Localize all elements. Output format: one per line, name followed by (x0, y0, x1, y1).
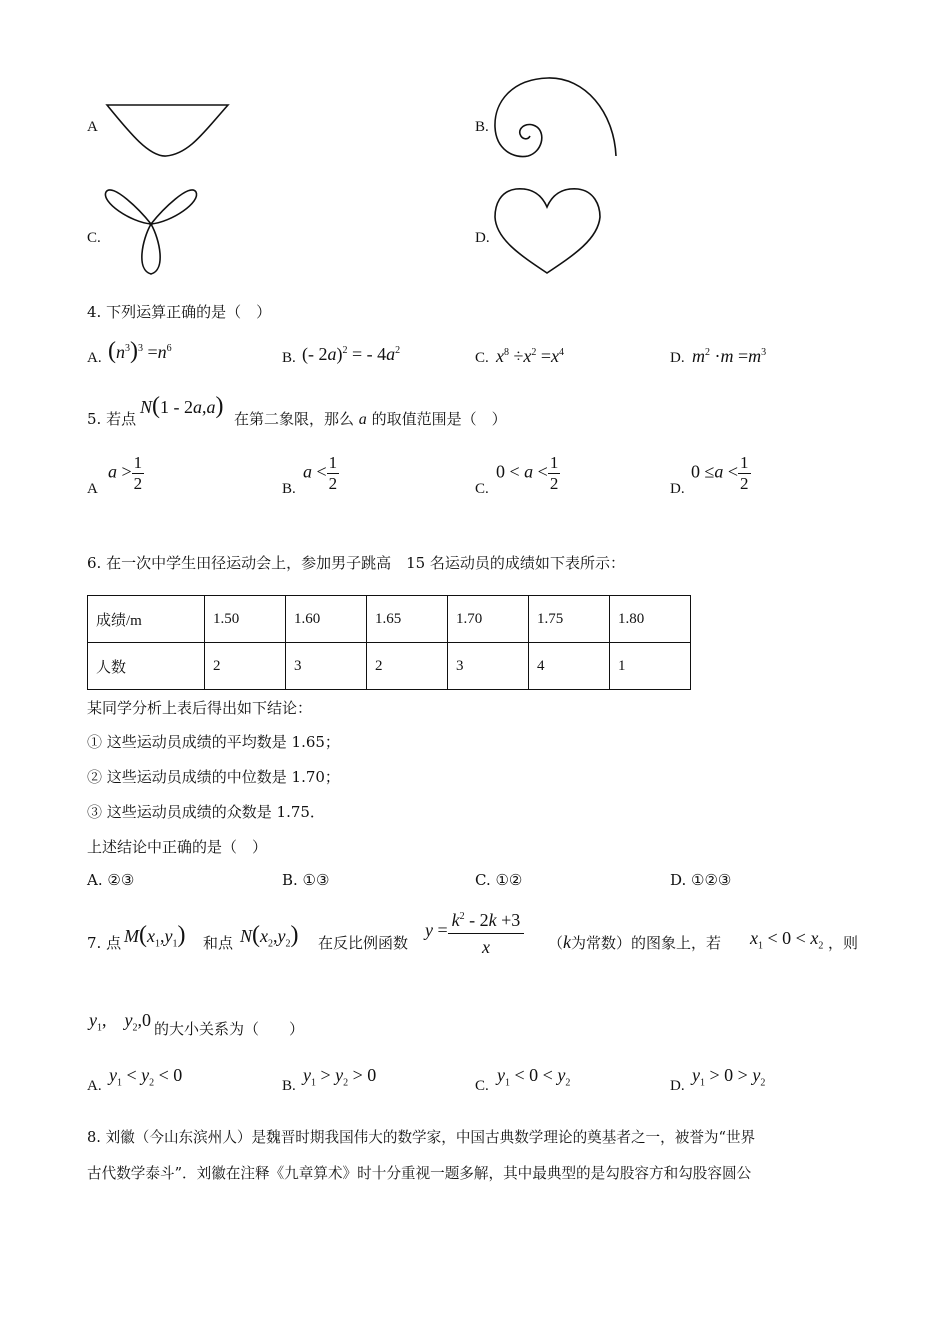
q7-option-b-expr: $y_1 > y_2 > 0$ (303, 1065, 377, 1089)
q6-question: 上述结论中正确的是（ ） (87, 838, 268, 856)
q5-option-a-label: A (87, 481, 98, 497)
table-cell: 1.60 (286, 596, 367, 643)
q6-intro: 某同学分析上表后得出如下结论： (87, 699, 313, 717)
q4-option-d-label: D. (670, 350, 685, 366)
q7-and-text: 和点 (203, 934, 234, 952)
table-cell: 1.75 (529, 596, 610, 643)
q5-option-a-expr: a > $\frac{1}{2}$ (108, 453, 143, 493)
table-cell: 3 (448, 643, 529, 690)
q7-on-text: 在反比例函数 (318, 934, 409, 952)
q4-option-d-expr: $m^2 \cdot m =m^3$ (692, 346, 767, 366)
q7-option-c-label: C. (475, 1078, 489, 1094)
q7-option-d-expr: $y_1 > 0 > y_2$ (692, 1065, 766, 1089)
q4-option-a-label: A. (87, 350, 102, 366)
q7-point-m: $M(x_1,y_1)$ (124, 922, 186, 950)
option-label-c: C. (87, 230, 101, 246)
q5-option-b-label: B. (282, 481, 296, 497)
q7-option-d-label: D. (670, 1078, 685, 1094)
q7-option-a-label: A. (87, 1078, 102, 1094)
q7-variables: $y_1$, $y_2,0$ (89, 1010, 151, 1034)
q7-k-note: （k为常数）的图象上，若 (548, 932, 722, 952)
q5-option-c-label: C. (475, 481, 489, 497)
q5-option-d-expr: 0 ≤a < $\frac{1}{2}$ (691, 453, 749, 493)
q6-conclusion-3: ③ 这些运动员成绩的众数是 1.75． (87, 803, 325, 821)
question-8-line-1: 8. 刘徽（今山东滨州人）是魏晋时期我国伟大的数学家，中国古典数学理论的奠基者之一，被誉为“世界 (87, 1129, 756, 1146)
q7-then-text: ，则 (828, 934, 859, 952)
table-cell: 3 (286, 643, 367, 690)
table-cell: 2 (205, 643, 286, 690)
q6-option-c: C. ①② (475, 871, 523, 889)
table-cell: 1.80 (610, 596, 691, 643)
q7-option-c-expr: $y_1 < 0 < y_2$ (497, 1065, 571, 1089)
q7-function: y = $\frac{k^2 - 2k +3}{x}$ (425, 904, 524, 960)
q7-option-a-expr: $y_1 < y_2 < 0$ (109, 1065, 183, 1089)
table-cell: 1.50 (205, 596, 286, 643)
table-row (88, 596, 691, 643)
question-5-stem-pre: 5. 若点 (87, 410, 137, 428)
question-8-line-2: 古代数学泰斗”．刘徽在注释《九章算术》时十分重视一题多解，其中最典型的是勾股容方和勾股容圆公 (87, 1165, 752, 1182)
q7-order-text: 的大小关系为（ ） (154, 1020, 305, 1038)
table-cell: 2 (367, 643, 448, 690)
q6-conclusion-2: ② 这些运动员成绩的中位数是 1.70； (87, 768, 340, 786)
q5-option-d-label: D. (670, 481, 685, 497)
option-label-a: A (87, 119, 98, 135)
table-cell: 4 (529, 643, 610, 690)
question-5-stem-post: 在第二象限，那么 a 的取值范围是（ ） (234, 410, 507, 428)
option-label-b: B. (475, 119, 489, 135)
heart-curve-icon (490, 185, 605, 279)
three-leaf-rose-icon (100, 180, 200, 278)
question-4-stem: 4. 下列运算正确的是（ ） (87, 303, 272, 321)
q6-option-b: B. ①③ (282, 871, 330, 889)
table-row-header: 人数 (88, 643, 205, 690)
bowl-curve-icon (104, 102, 232, 160)
q6-option-a: A. ②③ (87, 871, 135, 889)
question-6-stem: 6. 在一次中学生田径运动会上，参加男子跳高 15 名运动员的成绩如下表所示： (87, 554, 625, 572)
table-cell: 1.70 (448, 596, 529, 643)
q7-option-b-label: B. (282, 1078, 296, 1094)
table-row-header: 成绩/m (88, 596, 205, 643)
q5-option-c-expr: 0 < a < $\frac{1}{2}$ (496, 453, 559, 493)
option-label-d: D. (475, 230, 490, 246)
q7-point-n: $N(x_2,y_2)$ (240, 922, 299, 950)
q7-condition: $x_1 < 0 < x_2$ (750, 928, 824, 952)
table-cell: 1.65 (367, 596, 448, 643)
table-row (88, 643, 691, 690)
q6-conclusion-1: ① 这些运动员成绩的平均数是 1.65； (87, 733, 340, 751)
q5-point-n: N(1 - 2a,a) (140, 393, 224, 419)
question-7-stem-pre: 7. 点 (87, 934, 122, 952)
q6-option-d: D. ①②③ (670, 871, 732, 889)
q4-option-c-expr: $x^8 \div x^2 =x^4$ (496, 346, 565, 366)
q5-option-b-expr: a < $\frac{1}{2}$ (303, 453, 338, 493)
score-table (87, 595, 691, 690)
q4-option-c-label: C. (475, 350, 489, 366)
q4-option-b-label: B. (282, 350, 296, 366)
table-cell: 1 (610, 643, 691, 690)
q4-option-a-expr: $(n^3)^3 =n^6$ (108, 338, 172, 364)
spiral-curve-icon (490, 72, 622, 162)
q4-option-b-expr: (- 2a)$^2$ = - $4a^2$ (302, 344, 401, 364)
